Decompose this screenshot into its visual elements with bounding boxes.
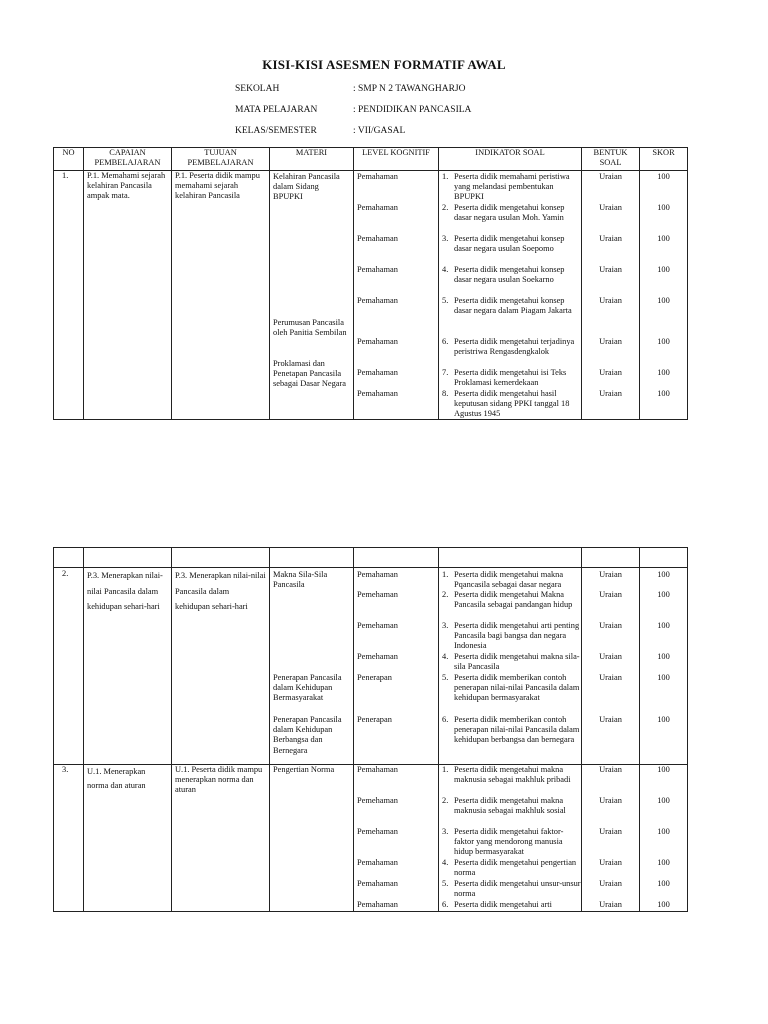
indikator-number: 4. — [442, 652, 449, 661]
meta-label: KELAS/SEMESTER — [235, 126, 317, 136]
skor-item: 100 — [657, 796, 670, 805]
skor-item: 100 — [657, 172, 670, 181]
skor-cell — [640, 568, 688, 765]
indikator-number: 4. — [442, 265, 449, 274]
indikator-number: 5. — [442, 879, 449, 888]
skor-item: 100 — [657, 715, 670, 724]
bentuk-item: Uraian — [599, 296, 622, 305]
bentuk-item: Uraian — [599, 621, 622, 630]
bentuk-item: Uraian — [599, 337, 622, 346]
level-item: Pemahaman — [357, 172, 398, 181]
indikator-text: Peserta didik mengetahui isi Teks Proklamasi kemerdekaan — [454, 368, 567, 388]
level-cell — [354, 765, 439, 912]
indikator-text: Peserta didik mengetahui makna Pqancasila sebagai dasar negara — [454, 570, 564, 590]
tujuan-cell: U.1. Peserta didik mampu menerapkan norma dan aturan — [172, 765, 270, 912]
meta-label: SEKOLAH — [235, 84, 280, 94]
indikator-item — [439, 879, 581, 899]
bentuk-item: Uraian — [599, 673, 622, 682]
materi-item: Penerapan Pancasila dalam Kehidupan Berbangsa dan Bernegara — [273, 715, 342, 755]
skor-cell — [640, 765, 688, 912]
skor-item: 100 — [657, 652, 670, 661]
bentuk-item: Uraian — [599, 858, 622, 867]
indikator-cell — [439, 765, 582, 912]
indikator-number: 2. — [442, 203, 449, 212]
kisi-kisi-table-page-2 — [53, 547, 688, 912]
table-row — [54, 568, 688, 765]
materi-cell — [270, 171, 354, 420]
indikator-text: Peserta didik memberikan contoh penerapan nilai-nilai Pancasila dalam kehidupan bermasyarakat — [454, 673, 580, 703]
indikator-text: Peserta didik mengetahui faktor-faktor yang mendorong manusia hidup bermasyarakat — [454, 827, 564, 857]
bentuk-item: Uraian — [599, 765, 622, 774]
level-cell — [354, 171, 439, 420]
level-item: Pemehaman — [357, 590, 398, 599]
level-item: Pemahaman — [357, 203, 398, 212]
indikator-text: Peserta didik mengetahui arti penting Pancasila bagi bangsa dan negara Indonesia — [454, 621, 580, 651]
indikator-item — [439, 858, 581, 878]
meta-sekolah — [235, 84, 466, 94]
indikator-item — [439, 296, 581, 316]
level-item: Pemehaman — [357, 652, 398, 661]
materi-item: Penerapan Pancasila dalam Kehidupan Bermasyarakat — [273, 673, 342, 703]
header-tujuan: TUJUAN PEMBELAJARAN — [172, 148, 270, 171]
bentuk-item: Uraian — [599, 900, 622, 909]
skor-item: 100 — [657, 827, 670, 836]
indikator-text: Peserta didik mengetahui konsep dasar negara usulan Soepomo — [454, 234, 565, 254]
table-row — [54, 171, 688, 420]
skor-item: 100 — [657, 621, 670, 630]
meta-kelas-semester — [235, 126, 405, 136]
skor-item: 100 — [657, 265, 670, 274]
level-item: Penerapan — [357, 715, 392, 724]
indikator-item — [439, 621, 581, 652]
indikator-text: Peserta didik mengetahui Makna Pancasila sebagai pandangan hidup — [454, 590, 573, 610]
header-no: NO — [54, 148, 84, 171]
header-bentuk: BENTUK SOAL — [582, 148, 640, 171]
level-item: Pemahaman — [357, 296, 398, 305]
indikator-cell — [439, 568, 582, 765]
bentuk-item: Uraian — [599, 368, 622, 377]
indikator-item — [439, 234, 581, 254]
indikator-number: 3. — [442, 234, 449, 243]
skor-item: 100 — [657, 337, 670, 346]
capaian-cell: P.1. Memahami sejarah kelahiran Pancasila ampak mata. — [84, 171, 172, 420]
bentuk-item: Uraian — [599, 652, 622, 661]
indikator-text: Peserta didik mengetahui hasil keputusan sidang PPKI tanggal 18 Agustus 1945 — [454, 389, 570, 419]
header-skor: SKOR — [640, 148, 688, 171]
level-item: Pemahaman — [357, 337, 398, 346]
skor-item: 100 — [657, 858, 670, 867]
capaian-cell: U.1. Menerapkan norma dan aturan — [84, 765, 172, 912]
skor-item: 100 — [657, 765, 670, 774]
indikator-item — [439, 827, 581, 858]
meta-value: : SMP N 2 TAWANGHARJO — [353, 84, 466, 94]
level-cell — [354, 568, 439, 765]
indikator-item — [439, 570, 581, 590]
indikator-number: 2. — [442, 796, 449, 805]
skor-cell — [640, 171, 688, 420]
level-item: Penerapan — [357, 673, 392, 682]
meta-value: : PENDIDIKAN PANCASILA — [353, 105, 472, 115]
indikator-item — [439, 765, 581, 785]
skor-item: 100 — [657, 590, 670, 599]
level-item: Pemahaman — [357, 879, 398, 888]
capaian-cell: P.3. Menerapkan nilai- nilai Pancasila dalam kehidupan sehari-hari — [84, 568, 172, 765]
bentuk-item: Uraian — [599, 796, 622, 805]
indikator-number: 2. — [442, 590, 449, 599]
level-item: Pemahaman — [357, 765, 398, 774]
materi-cell — [270, 765, 354, 912]
bentuk-item: Uraian — [599, 234, 622, 243]
indikator-number: 5. — [442, 673, 449, 682]
header-level: LEVEL KOGNITIF — [354, 148, 439, 171]
indikator-text: Peserta didik memahami peristiwa yang melandasi pembentukan BPUPKI — [454, 172, 570, 202]
table-row — [54, 765, 688, 912]
indikator-item — [439, 590, 581, 610]
materi-item: Kelahiran Pancasila dalam Sidang BPUPKI — [273, 172, 340, 202]
indikator-text: Peserta didik mengetahui makna maknusia sebagai makhluk pribadi — [454, 765, 571, 785]
materi-item: Pengertian Norma — [273, 765, 335, 774]
level-item: Pemahaman — [357, 368, 398, 377]
materi-item: Proklamasi dan Penetapan Pancasila sebagai Dasar Negara — [273, 359, 347, 389]
bentuk-item: Uraian — [599, 389, 622, 398]
level-item: Pemahaman — [357, 389, 398, 398]
skor-item: 100 — [657, 203, 670, 212]
bentuk-item: Uraian — [599, 203, 622, 212]
level-item: Pemahaman — [357, 570, 398, 579]
indikator-number: 7. — [442, 368, 449, 377]
indikator-item — [439, 389, 581, 420]
header-capaian: CAPAIAN PEMBELAJARAN — [84, 148, 172, 171]
meta-value: : VII/GASAL — [353, 126, 406, 136]
bentuk-item: Uraian — [599, 879, 622, 888]
header-indikator: INDIKATOR SOAL — [439, 148, 582, 171]
indikator-item — [439, 715, 581, 746]
indikator-item — [439, 265, 581, 285]
indikator-text: Peserta didik memberikan contoh penerapan nilai-nilai Pancasila dalam kehidupan berbangsa dan bernegara — [454, 715, 580, 745]
table-header-row-empty — [54, 548, 688, 568]
header-materi: MATERI — [270, 148, 354, 171]
indikator-text: Peserta didik mengetahui konsep dasar negara dalam Piagam Jakarta — [454, 296, 572, 316]
bentuk-item: Uraian — [599, 570, 622, 579]
materi-item: Perumusan Pancasila oleh Panitia Sembilan — [273, 318, 347, 338]
skor-item: 100 — [657, 296, 670, 305]
indikator-number: 8. — [442, 389, 449, 398]
indikator-item — [439, 203, 581, 223]
skor-item: 100 — [657, 570, 670, 579]
skor-item: 100 — [657, 234, 670, 243]
indikator-text: Peserta didik mengetahui arti — [454, 900, 552, 909]
document-title: KISI-KISI ASESMEN FORMATIF AWAL — [262, 57, 506, 72]
indikator-text: Peserta didik mengetahui unsur-unsur norma — [454, 879, 581, 899]
skor-item: 100 — [657, 900, 670, 909]
indikator-number: 3. — [442, 621, 449, 630]
indikator-item — [439, 172, 581, 203]
level-item: Pemahaman — [357, 900, 398, 909]
tujuan-cell: P.3. Menerapkan nilai-nilai Pancasila dalam kehidupan sehari-hari — [172, 568, 270, 765]
indikator-number: 6. — [442, 715, 449, 724]
bentuk-cell — [582, 568, 640, 765]
indikator-item — [439, 673, 581, 704]
indikator-text: Peserta didik mengetahui terjadinya peristriwa Rengasdengkalok — [454, 337, 575, 357]
bentuk-item: Uraian — [599, 827, 622, 836]
indikator-number: 1. — [442, 765, 449, 774]
indikator-item — [439, 368, 581, 388]
bentuk-cell — [582, 171, 640, 420]
indikator-item — [439, 900, 581, 910]
level-item: Pemehaman — [357, 621, 398, 630]
level-item: Pemahaman — [357, 858, 398, 867]
skor-item: 100 — [657, 879, 670, 888]
level-item: Pemahaman — [357, 234, 398, 243]
indikator-text: Peserta didik mengetahui pengertian norma — [454, 858, 577, 878]
skor-item: 100 — [657, 389, 670, 398]
indikator-number: 3. — [442, 827, 449, 836]
indikator-number: 1. — [442, 172, 449, 181]
bentuk-item: Uraian — [599, 590, 622, 599]
materi-item: Makna Sila-Sila Pancasila — [273, 570, 328, 590]
bentuk-cell — [582, 765, 640, 912]
meta-mata-pelajaran — [235, 105, 471, 115]
bentuk-item: Uraian — [599, 172, 622, 181]
bentuk-item: Uraian — [599, 265, 622, 274]
indikator-text: Peserta didik mengetahui makna maknusia sebagai makhluk sosial — [454, 796, 566, 816]
tujuan-cell: P.1. Peserta didik mampu memahami sejarah kelahiran Pancasila — [172, 171, 270, 420]
indikator-number: 6. — [442, 337, 449, 346]
indikator-text: Peserta didik mengetahui makna sila-sila Pancasila — [454, 652, 580, 672]
level-item: Pemehaman — [357, 796, 398, 805]
kisi-kisi-table-page-1 — [53, 147, 688, 420]
indikator-number: 5. — [442, 296, 449, 305]
materi-cell — [270, 568, 354, 765]
indikator-text: Peserta didik mengetahui konsep dasar negara usulan Soekarno — [454, 265, 565, 285]
table-header-row — [54, 148, 688, 171]
indikator-item — [439, 337, 581, 357]
indikator-text: Peserta didik mengetahui konsep dasar negara usulan Moh. Yamin — [454, 203, 565, 223]
indikator-item — [439, 652, 581, 672]
meta-label: MATA PELAJARAN — [235, 105, 318, 115]
indikator-number: 4. — [442, 858, 449, 867]
level-item: Pemehaman — [357, 827, 398, 836]
bentuk-item: Uraian — [599, 715, 622, 724]
indikator-cell — [439, 171, 582, 420]
row-number: 3. — [54, 765, 84, 912]
indikator-number: 1. — [442, 570, 449, 579]
row-number: 1. — [54, 171, 84, 420]
indikator-number: 6. — [442, 900, 449, 909]
indikator-item — [439, 796, 581, 816]
level-item: Pemahaman — [357, 265, 398, 274]
skor-item: 100 — [657, 673, 670, 682]
row-number: 2. — [54, 568, 84, 765]
skor-item: 100 — [657, 368, 670, 377]
